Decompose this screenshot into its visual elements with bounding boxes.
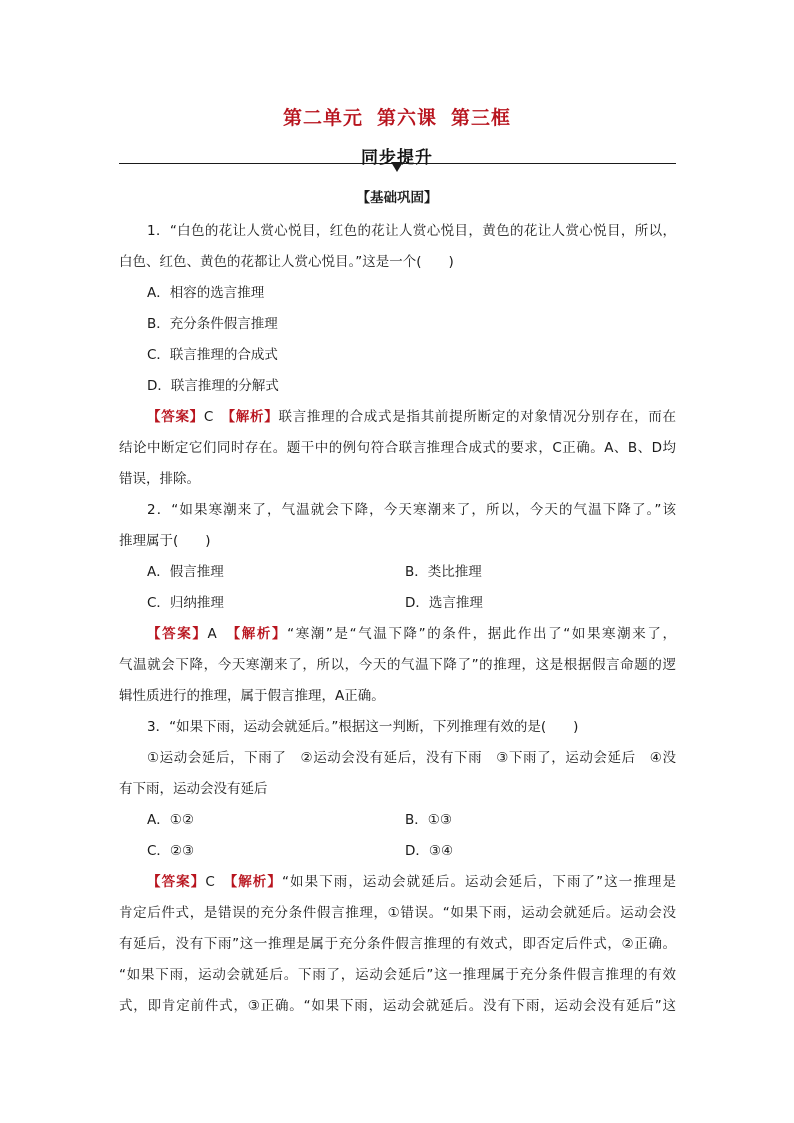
- q1-option-b: B．充分条件假言推理: [147, 316, 278, 332]
- q3-analysis-line-3: 有延后，没有下雨”这一推理是属于充分条件假言推理的有效式，即否定后件式，②正确。: [119, 936, 676, 952]
- q3-analysis-line-5: 式，即肯定前件式，③正确。“如果下雨，运动会就延后。没有下雨，运动会没有延后”这: [119, 998, 676, 1014]
- q1-answer: C: [203, 409, 214, 425]
- answer-tag: 【答案】: [147, 626, 208, 642]
- answer-tag: 【答案】: [147, 409, 204, 425]
- q2-option-b: B．类比推理: [405, 564, 482, 580]
- q2-stem-line-2: 推理属于( ): [119, 533, 211, 549]
- section-heading: 【基础巩固】: [356, 190, 438, 206]
- q2-option-a: A．假言推理: [147, 564, 224, 580]
- q3-stem-line-2: ①运动会延后，下雨了 ②运动会没有延后，没有下雨 ③下雨了，运动会延后 ④没: [147, 750, 676, 766]
- unit-label: 第二单元: [282, 107, 363, 129]
- q3-stem-line-1: 3．“如果下雨，运动会就延后。”根据这一判断，下列推理有效的是( ): [147, 719, 579, 735]
- q2-analysis-line-1: 【答案】A 【解析】“寒潮”是“气温下降”的条件，据此作出了“如果寒潮来了，: [147, 626, 676, 642]
- q3-option-a: A．①②: [147, 812, 194, 828]
- q1-stem-line-2: 白色、红色、黄色的花都让人赏心悦目。”这是一个( ): [119, 254, 454, 270]
- q3-options-row-2: [119, 836, 676, 867]
- analysis-tag: 【解析】: [230, 874, 282, 890]
- q1-analysis-line-3: 错误，排除。: [119, 471, 200, 487]
- page-title: [0, 103, 794, 130]
- q1-analysis-line-2: 结论中断定它们同时存在。题干中的例句符合联言推理合成式的要求，C正确。A、B、D均: [119, 440, 676, 456]
- q1-stem-line-1: 1．“白色的花让人赏心悦目，红色的花让人赏心悦目，黄色的花让人赏心悦目，所以，: [147, 223, 676, 239]
- q1-option-d: D．联言推理的分解式: [147, 378, 279, 394]
- q1-analysis-line-1: 【答案】C 【解析】联言推理的合成式是指其前提所断定的对象情况分别存在，而在: [147, 409, 677, 425]
- frame-label: 第三框: [451, 107, 512, 129]
- q2-option-d: D．选言推理: [405, 595, 483, 611]
- q3-answer: C: [205, 874, 215, 890]
- q3-analysis-line-2: 肯定后件式，是错误的充分条件假言推理，①错误。“如果下雨，运动会就延后。运动会没: [119, 905, 676, 921]
- q1-option-c: C．联言推理的合成式: [147, 347, 278, 363]
- q3-analysis-line-1: 【答案】C 【解析】“如果下雨，运动会就延后。运动会延后，下雨了”这一推理是: [147, 874, 677, 890]
- q2-analysis-line-3: 辑性质进行的推理，属于假言推理，A正确。: [119, 688, 385, 704]
- q2-option-c: C．归纳推理: [147, 595, 224, 611]
- triangle-down-icon: [391, 162, 403, 172]
- analysis-tag: 【解析】: [233, 626, 288, 642]
- q3-option-b: B．①③: [405, 812, 452, 828]
- q3-option-d: D．③④: [405, 843, 454, 859]
- q2-answer: A: [207, 626, 217, 642]
- q3-analysis-line-4: “如果下雨，运动会就延后。下雨了，运动会延后”这一推理属于充分条件假言推理的有效: [119, 967, 676, 983]
- q1-option-a: A．相容的选言推理: [147, 285, 265, 301]
- q2-options-row-1: [119, 557, 676, 588]
- answer-tag: 【答案】: [147, 874, 206, 890]
- q3-options-row-1: [119, 805, 676, 836]
- q2-stem-line-1: 2．“如果寒潮来了，气温就会下降，今天寒潮来了，所以，今天的气温下降了。”该: [147, 502, 676, 518]
- q3-stem-line-3: 有下雨，运动会没有延后: [119, 781, 268, 797]
- question-list: [119, 216, 676, 1022]
- page-subtitle: 同步提升: [361, 148, 433, 168]
- q3-option-c: C．②③: [147, 843, 195, 859]
- q2-options-row-2: [119, 588, 676, 619]
- analysis-tag: 【解析】: [228, 409, 279, 425]
- q2-analysis-line-2: 气温就会下降，今天寒潮来了，所以，今天的气温下降了”的推理，这是根据假言命题的逻: [119, 657, 676, 673]
- lesson-label: 第六课: [376, 107, 437, 129]
